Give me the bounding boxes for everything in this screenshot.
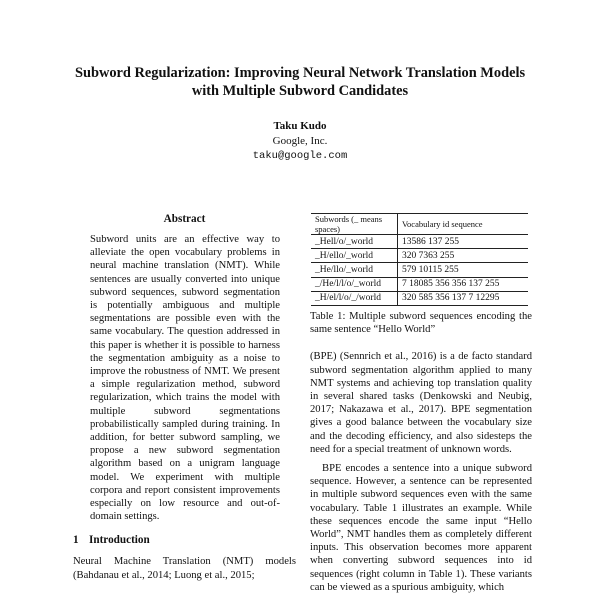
- table-cell-subwords: _Hell/o/_world: [311, 235, 398, 249]
- table-row: [311, 277, 528, 291]
- table-header-row: [311, 214, 528, 235]
- table-cell-ids: 13586 137 255: [398, 235, 529, 249]
- left-column: [73, 213, 296, 582]
- table-row: [311, 291, 528, 305]
- title-line-2: with Multiple Subword Candidates: [191, 83, 409, 99]
- table-row: [311, 235, 528, 249]
- author-affiliation: Google, Inc.: [272, 135, 328, 147]
- body-paragraph-1: (BPE) (Sennrich et al., 2016) is a de facto standard subword segmentation algorithm applied to many NMT systems and achieving top translation quality in several shared tasks (Denkowski and Neubig, 2017; Nakazawa et al., 2017). BPE segmentation gives a good balance between the vocabulary size and the decoding efficiency, and also sidesteps the need for a special treatment of unknown words.: [310, 351, 532, 455]
- table-row: [311, 263, 528, 277]
- table-cell-ids: 7 18085 356 356 137 255: [398, 277, 529, 291]
- table-cell-ids: 579 10115 255: [398, 263, 529, 277]
- body-paragraph-2: BPE encodes a sentence into a unique subword sequence. However, a sentence can be represented in multiple subword sequences even with the same vocabulary. Table 1 illustrates an example. While these sequences encode the same input “Hello World”, NMT handles them as completely different inputs. This observation becomes more apparent when converting subword sequences into id sequences (right column in Table 1). These variants can be viewed as a spurious ambiguity, which: [310, 462, 532, 593]
- author-block: [150, 119, 450, 164]
- table-cell-subwords: _H/ello/_world: [311, 249, 398, 263]
- section-heading-introduction: [73, 533, 296, 547]
- section-title: Introduction: [89, 534, 150, 547]
- section-number: 1: [73, 534, 79, 547]
- title-line-1: Subword Regularization: Improving Neural Network Translation Models: [74, 65, 526, 81]
- table-cell-ids: 320 7363 255: [398, 249, 529, 263]
- subword-table: [311, 213, 528, 306]
- abstract-heading: Abstract: [163, 213, 206, 225]
- abstract-text: Subword units are an effective way to alleviate the open vocabulary problems in neural machine translation (NMT). While sentences are usually converted into unique subword sequences, subword segmentation is potentially ambiguous and multiple segmentations are possible even with the same vocabulary. The question addressed in this paper is whether it is possible to harness the segmentation ambiguity as a noise to improve the robustness of NMT. We present a simple regularization method, subword regularization, which trains the model with multiple subword segmentations probabilistically sampled during training. In addition, for better subword sampling, we propose a new subword segmentation algorithm based on a unigram language model. We experiment with multiple corpora and report consistent improvements especially on low resource and out-of-domain settings.: [90, 234, 280, 523]
- author-name: Taku Kudo: [273, 120, 327, 132]
- paper-title: [40, 64, 560, 100]
- table-cell-subwords: _He/llo/_world: [311, 263, 398, 277]
- table-header-subwords: Subwords (_ means spaces): [311, 214, 398, 235]
- table-row: [311, 249, 528, 263]
- table-caption: Table 1: Multiple subword sequences encoding the same sentence “Hello World”: [310, 310, 532, 336]
- author-email: taku@google.com: [252, 150, 348, 162]
- table-cell-ids: 320 585 356 137 7 12295: [398, 291, 529, 305]
- introduction-text: Neural Machine Translation (NMT) models (Bahdanau et al., 2014; Luong et al., 2015;: [73, 556, 296, 581]
- table-cell-subwords: _H/el/l/o/_/world: [311, 291, 398, 305]
- right-column: [310, 213, 532, 594]
- table-header-ids: Vocabulary id sequence: [398, 214, 529, 235]
- table-cell-subwords: _/He/l/l/o/_world: [311, 277, 398, 291]
